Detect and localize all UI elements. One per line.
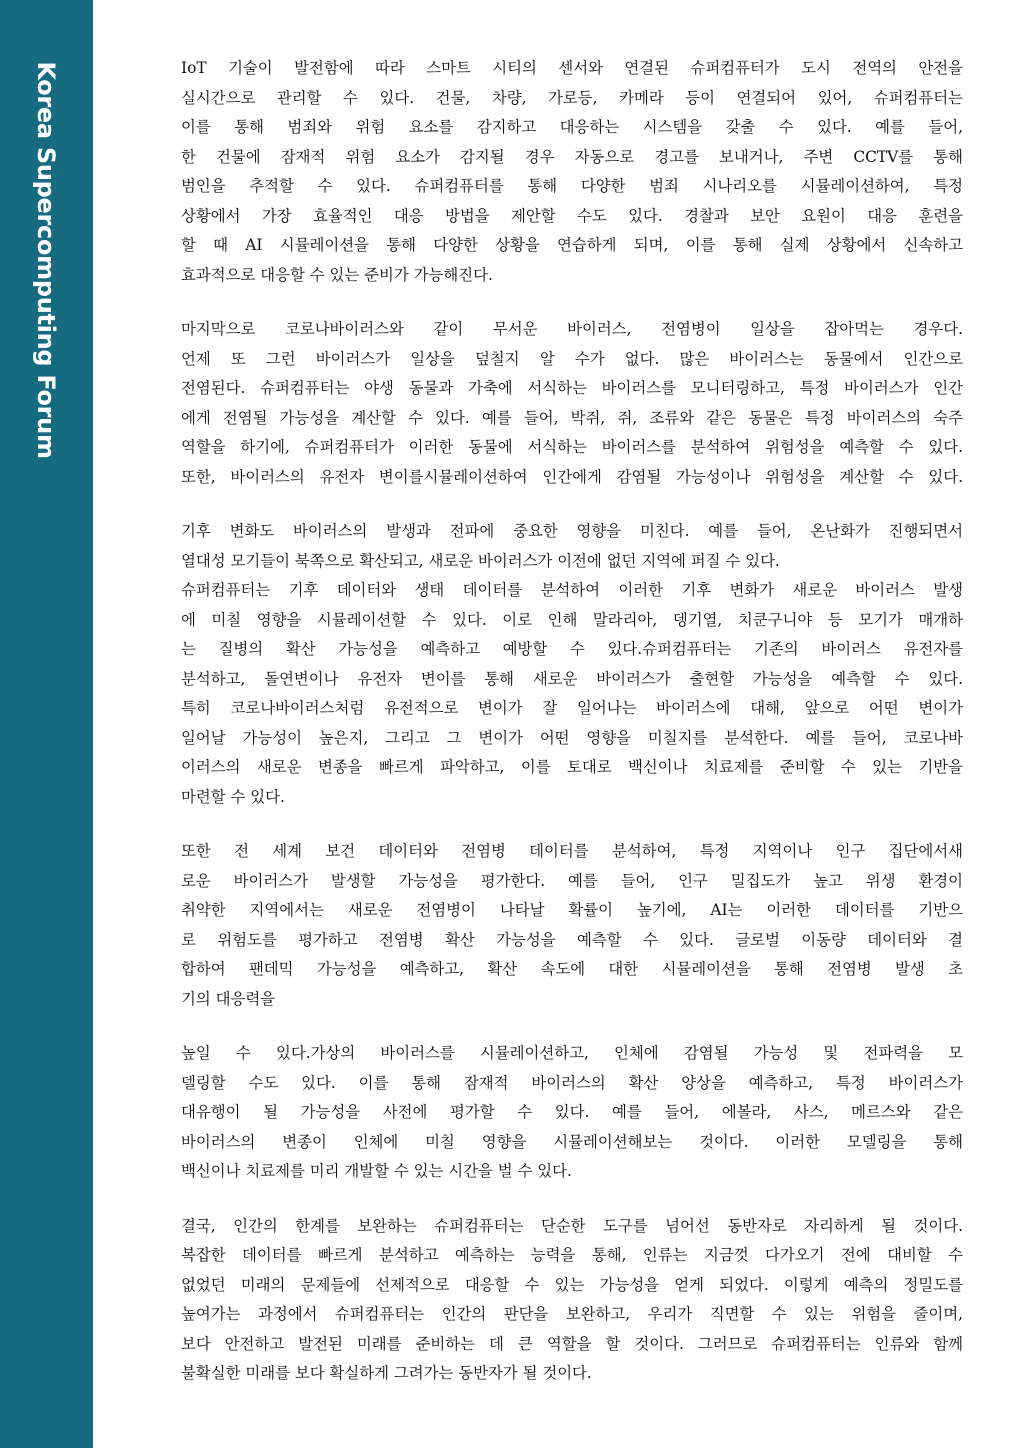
text-line: 이를 통해 범죄와 위험 요소를 감지하고 대응하는 시스템을 갖출 수 있다. 예를 들어, [181, 118, 963, 136]
text-line: 이러스의 새로운 변종을 빠르게 파악하고, 이를 토대로 백신이나 치료제를 준비할 수 있는 기반을 [181, 758, 963, 776]
paragraph [181, 837, 963, 1014]
text-line: 없었던 미래의 문제들에 선제적으로 대응할 수 있는 가능성을 얻게 되었다. 이렇게 예측의 정밀도를 [181, 1275, 963, 1294]
text-line: 전염된다. 슈퍼컴퓨터는 야생 동물과 가축에 서식하는 바이러스를 모니터링하고, 특정 바이러스가 인간 [181, 379, 963, 397]
text-line: 바이러스의 변종이 인체에 미칠 영향을 시뮬레이션해보는 것이다. 이러한 모델링을 통해 [181, 1132, 963, 1151]
text-line: 한 건물에 잠재적 위험 요소가 감지될 경우 자동으로 경고를 보내거나, 주변 CCTV를 통해 [181, 147, 963, 166]
text-line: 복잡한 데이터를 빠르게 분석하고 예측하는 능력을 통해, 인류는 지금껏 다가오기 전에 대비할 수 [181, 1246, 963, 1264]
text-line: 백신이나 치료제를 미리 개발할 수 있는 시간을 벌 수 있다. [181, 1162, 572, 1180]
document-body [181, 54, 963, 1414]
text-line: 특히 코로나바이러스처럼 유전적으로 변이가 잘 일어나는 바이러스에 대해, 앞으로 어떤 변이가 [181, 699, 963, 717]
text-line: 또한, 바이러스의 유전자 변이를시뮬레이션하여 인간에게 감염될 가능성이나 위험성을 계산할 수 있다. [181, 467, 963, 486]
text-line: 분석하고, 돌연변이나 유전자 변이를 통해 새로운 바이러스가 출현할 가능성을 예측할 수 있다. [181, 669, 963, 688]
text-line: 합하여 팬데믹 가능성을 예측하고, 확산 속도에 대한 시뮬레이션을 통해 전염병 발생 초 [181, 960, 963, 978]
text-line: 보다 안전하고 발전된 미래를 준비하는 데 큰 역할을 할 것이다. 그러므로 슈퍼컴퓨터는 인류와 함께 [181, 1334, 963, 1353]
paragraph [181, 517, 963, 812]
text-line: 언제 또 그런 바이러스가 일상을 덮칠지 알 수가 없다. 많은 바이러스는 동물에서 인간으로 [181, 349, 963, 368]
paragraph [181, 1212, 963, 1389]
text-line: 에게 전염될 가능성을 계산할 수 있다. 예를 들어, 박쥐, 쥐, 조류와 같은 동물은 특정 바이러스의 숙주 [181, 408, 963, 427]
text-line: 또한 전 세계 보건 데이터와 전염병 데이터를 분석하여, 특정 지역이나 인구 집단에서새 [181, 842, 963, 860]
text-line: 할 때 AI 시뮬레이션을 통해 다양한 상황을 연습하게 되며, 이를 통해 실제 상황에서 신속하고 [181, 236, 963, 254]
text-line: 열대성 모기들이 북쪽으로 확산되고, 새로운 바이러스가 이전에 없던 지역에 퍼질 수 있다. [181, 551, 780, 570]
text-line: 효과적으로 대응할 수 있는 준비가 가능해진다. [181, 265, 493, 284]
text-line: 실시간으로 관리할 수 있다. 건물, 차량, 가로등, 카메라 등이 연결되어 있어, 슈퍼컴퓨터는 [181, 88, 963, 107]
paragraph [181, 54, 963, 290]
paragraph [181, 1039, 963, 1187]
text-line: 대유행이 될 가능성을 사전에 평가할 수 있다. 예를 들어, 에볼라, 사스, 메르스와 같은 [181, 1103, 963, 1121]
text-line: 마련할 수 있다. [181, 787, 285, 806]
sidebar-title: Korea Supercomputing Forum [32, 61, 60, 459]
text-line: 범인을 추적할 수 있다. 슈퍼컴퓨터를 통해 다양한 범죄 시나리오를 시뮬레이션하여, 특정 [181, 177, 963, 195]
paragraph [181, 315, 963, 492]
text-line: 는 질병의 확산 가능성을 예측하고 예방할 수 있다.슈퍼컴퓨터는 기존의 바이러스 유전자를 [181, 640, 963, 658]
text-line: 마지막으로 코로나바이러스와 같이 무서운 바이러스, 전염병이 일상을 잡아먹는 경우다. [181, 320, 963, 338]
text-line: 로 위험도를 평가하고 전염병 확산 가능성을 예측할 수 있다. 글로벌 이동량 데이터와 결 [181, 930, 963, 949]
text-line: 높일 수 있다.가상의 바이러스를 시뮬레이션하고, 인체에 감염될 가능성 및 전파력을 모 [181, 1044, 963, 1062]
text-line: 기의 대응력을 [181, 989, 276, 1008]
text-line: 높여가는 과정에서 슈퍼컴퓨터는 인간의 판단을 보완하고, 우리가 직면할 수 있는 위험을 줄이며, [181, 1305, 963, 1323]
text-line: 델링할 수도 있다. 이를 통해 잠재적 바이러스의 확산 양상을 예측하고, 특정 바이러스가 [181, 1073, 963, 1092]
sidebar [0, 0, 93, 1448]
text-line: 슈퍼컴퓨터는 기후 데이터와 생태 데이터를 분석하여 이러한 기후 변화가 새로운 바이러스 발생 [181, 581, 963, 599]
text-line: 상황에서 가장 효율적인 대응 방법을 제안할 수도 있다. 경찰과 보안 요원이 대응 훈련을 [181, 206, 963, 225]
text-line: 에 미칠 영향을 시뮬레이션할 수 있다. 이로 인해 말라리아, 뎅기열, 치쿤구니야 등 모기가 매개하 [181, 610, 963, 629]
text-line: 결국, 인간의 한계를 보완하는 슈퍼컴퓨터는 단순한 도구를 넘어선 동반자로 자리하게 될 것이다. [181, 1216, 963, 1235]
text-line: 취약한 지역에서는 새로운 전염병이 나타날 확률이 높기에, AI는 이러한 데이터를 기반으 [181, 901, 963, 919]
text-line: 역할을 하기에, 슈퍼컴퓨터가 이러한 동물에 서식하는 바이러스를 분석하여 위험성을 예측할 수 있다. [181, 438, 963, 456]
text-line: 일어날 가능성이 높은지, 그리고 그 변이가 어떤 영향을 미칠지를 분석한다. 예를 들어, 코로나바 [181, 728, 963, 747]
text-line: IoT 기술이 발전함에 따라 스마트 시티의 센서와 연결된 슈퍼컴퓨터가 도시 전역의 안전을 [181, 59, 963, 77]
text-line: 불확실한 미래를 보다 확실하게 그려가는 동반자가 될 것이다. [181, 1364, 592, 1382]
text-line: 로운 바이러스가 발생할 가능성을 평가한다. 예를 들어, 인구 밀집도가 높고 위생 환경이 [181, 871, 963, 890]
text-line: 기후 변화도 바이러스의 발생과 전파에 중요한 영향을 미친다. 예를 들어, 온난화가 진행되면서 [181, 522, 963, 540]
